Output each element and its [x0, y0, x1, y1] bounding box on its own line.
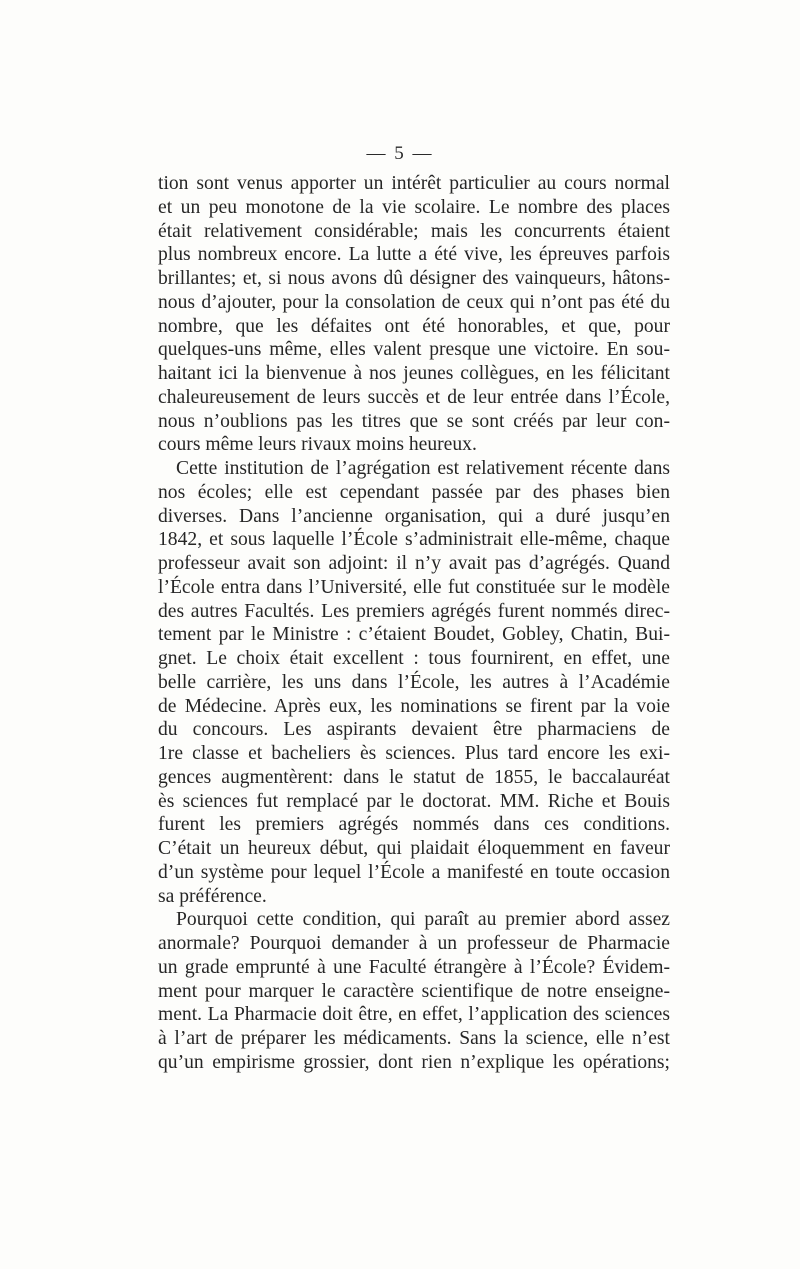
text-line: nombre, que les défaites ont été honorables, et que, pour: [158, 315, 670, 337]
text-line: diverses. Dans l’ancienne organisation, qui a duré jusqu’en: [158, 505, 670, 527]
paragraph-2: [158, 457, 670, 908]
text-line: l’École entra dans l’Université, elle fut constituée sur le modèle: [158, 576, 670, 598]
text-line: ment pour marquer le caractère scientifique de notre enseigne-: [158, 980, 670, 1002]
text-line: à l’art de préparer les médicaments. Sans la science, elle n’est: [158, 1028, 670, 1049]
text-line: des autres Facultés. Les premiers agrégés furent nommés direc-: [158, 600, 670, 622]
text-line: nous n’oublions pas les titres que se sont créés par leur con-: [158, 410, 670, 432]
text-line: un grade emprunté à une Faculté étrangère à l’École? Évidem-: [158, 956, 670, 978]
text-line: ès sciences fut remplacé par le doctorat. MM. Riche et Bouis: [158, 790, 670, 812]
text-line: gnet. Le choix était excellent : tous fournirent, en effet, une: [158, 648, 670, 669]
text-line: était relativement considérable; mais les concurrents étaient: [158, 220, 670, 242]
text-line: et un peu monotone de la vie scolaire. Le nombre des places: [158, 196, 670, 218]
text-line: tement par le Ministre : c’étaient Boudet, Gobley, Chatin, Bui-: [158, 624, 670, 646]
paragraph-1: [158, 172, 670, 457]
text-line: qu’un empirisme grossier, dont rien n’explique les opérations;: [158, 1051, 670, 1073]
text-line: de Médecine. Après eux, les nominations se firent par la voie: [158, 695, 670, 717]
text-line: nos écoles; elle est cependant passée par des phases bien: [158, 481, 670, 503]
text-line: nous d’ajouter, pour la consolation de ceux qui n’ont pas été du: [158, 291, 670, 313]
text-line: Pourquoi cette condition, qui paraît au premier abord assez: [176, 909, 670, 931]
text-line: quelques-uns même, elles valent presque une victoire. En sou-: [158, 339, 670, 361]
text-line: gences augmentèrent: dans le statut de 1855, le baccalauréat: [158, 766, 670, 788]
text-line: haitant ici la bienvenue à nos jeunes collègues, en les félicitant: [158, 363, 670, 384]
text-line: chaleureusement de leurs succès et de leur entrée dans l’École,: [158, 386, 670, 408]
text-line: du concours. Les aspirants devaient être pharmaciens de: [158, 719, 670, 741]
text-line: sa préférence.: [158, 885, 267, 907]
page-number: — 5 —: [366, 143, 434, 164]
text-line: ment. La Pharmacie doit être, en effet, l’application des sciences: [158, 1004, 670, 1026]
text-line: brillantes; et, si nous avons dû désigner des vainqueurs, hâtons-: [158, 268, 670, 289]
text-line: anormale? Pourquoi demander à un professeur de Pharmacie: [158, 933, 670, 954]
text-line: 1842, et sous laquelle l’École s’administrait elle-même, chaque: [158, 529, 670, 551]
text-line: tion sont venus apporter un intérêt particulier au cours normal: [158, 173, 670, 194]
text-line: d’un système pour lequel l’École a manifesté en toute occasion: [158, 861, 670, 883]
text-line: 1re classe et bacheliers ès sciences. Plus tard encore les exi-: [158, 743, 670, 764]
text-line: plus nombreux encore. La lutte a été vive, les épreuves parfois: [158, 244, 670, 266]
body-text: [158, 172, 670, 1075]
text-line: furent les premiers agrégés nommés dans ces conditions.: [158, 814, 670, 836]
text-line: Cette institution de l’agrégation est relativement récente dans: [176, 458, 670, 479]
text-line: cours même leurs rivaux moins heureux.: [158, 434, 477, 456]
text-line: C’était un heureux début, qui plaidait éloquemment en faveur: [158, 838, 670, 859]
text-line: professeur avait son adjoint: il n’y avait pas d’agrégés. Quand: [158, 553, 670, 574]
text-line: belle carrière, les uns dans l’École, les autres à l’Académie: [158, 671, 670, 693]
paragraph-3: [158, 908, 670, 1074]
